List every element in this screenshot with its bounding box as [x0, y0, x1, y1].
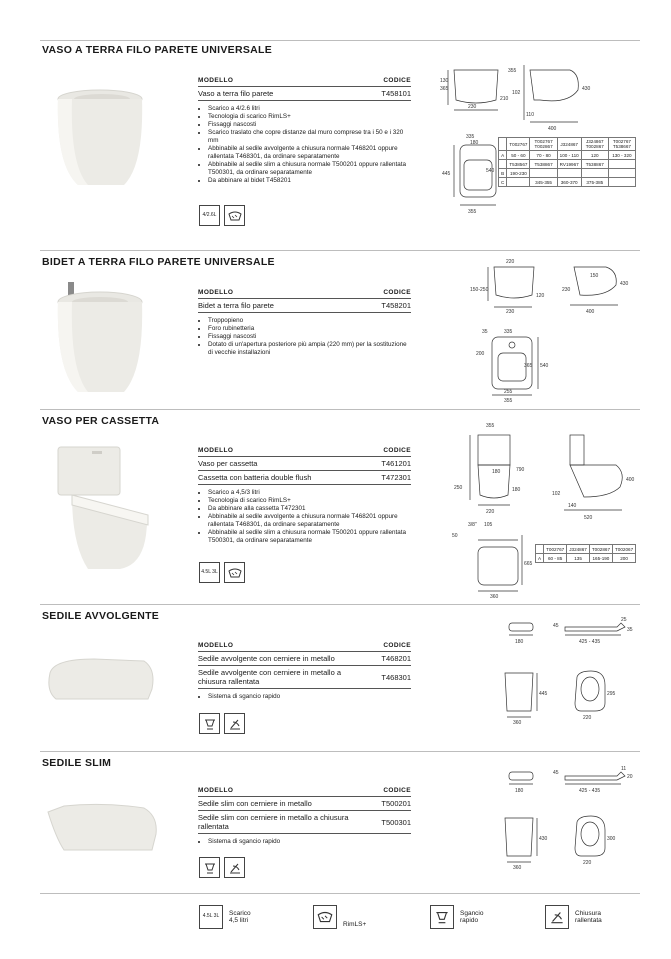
- section-divider: [40, 893, 640, 894]
- product-name: Sedile slim con cerniere in metallo a chiusura rallentata: [198, 813, 349, 831]
- dim-label: 360: [513, 865, 522, 871]
- dim-label: 180: [492, 469, 501, 475]
- quick-release-icon: [199, 713, 220, 734]
- list-item: • Scarico traslato che copre distanze dal muro comprese tra i 50 e i 320 mm: [208, 129, 411, 145]
- dim-label: 255: [504, 389, 513, 395]
- dim-label: 230: [562, 287, 571, 293]
- spec-header: [198, 642, 411, 652]
- dim-label: 400: [586, 309, 595, 315]
- dim-label: 180: [515, 639, 524, 645]
- technical-drawing-seat-slim: [495, 762, 635, 872]
- section-divider: [40, 250, 640, 251]
- feature-list: [198, 317, 411, 357]
- product-code: T458101: [381, 89, 411, 98]
- bidet-product-image: [38, 280, 158, 400]
- code-header: CODICE: [383, 447, 411, 454]
- spec-table: [198, 787, 411, 846]
- section-divider: [40, 751, 640, 752]
- dim-label: 445: [539, 691, 548, 697]
- dim-label: 220: [506, 259, 515, 265]
- dim-label: 110: [526, 112, 534, 118]
- spec-header: [198, 77, 411, 87]
- dim-label: 210: [500, 96, 509, 102]
- dim-label: 295: [607, 691, 616, 697]
- list-item: • Abbinabile al sedile slim a chiusura normale T500201 oppure rallentata T500301, da ordinare separatamente: [208, 161, 411, 177]
- feature-list: [198, 489, 411, 545]
- dim-label: 45: [553, 770, 559, 776]
- dim-label: 355: [504, 398, 513, 404]
- feature-list: [198, 105, 411, 185]
- legend-label: Sgancio rapido: [460, 910, 484, 924]
- quick-release-icon: [199, 857, 220, 878]
- list-item: • Sistema di sgancio rapido: [208, 693, 411, 701]
- section-title-vaso-cassetta: VASO PER CASSETTA: [42, 415, 160, 427]
- dim-label: 430: [620, 281, 629, 287]
- dim-label: 140: [568, 503, 577, 509]
- spec-table: [198, 642, 411, 701]
- dim-label: 25: [621, 617, 627, 623]
- rimls-icon: [224, 562, 245, 583]
- close-coupled-toilet-image: [48, 445, 158, 575]
- table-row: [198, 299, 411, 313]
- dim-label: 355: [468, 209, 477, 215]
- product-name: Bidet a terra filo parete: [198, 301, 274, 310]
- dim-label: 425 - 435: [579, 788, 601, 794]
- dim-label: 35: [482, 329, 488, 335]
- list-item: • Troppopieno: [208, 317, 411, 325]
- dim-label: 20: [627, 774, 633, 780]
- dim-label: 11: [621, 766, 627, 772]
- dim-label: 50: [452, 533, 458, 539]
- product-code: T468301: [381, 672, 411, 682]
- list-item: • Da abbinare al bidet T458201: [208, 177, 411, 185]
- dim-label: 355: [486, 423, 495, 429]
- product-name: Cassetta con batteria double flush: [198, 473, 312, 482]
- list-item: • Dotato di un'apertura posteriore più ampia (220 mm) per la sostituzione di vecchie installazioni: [208, 341, 411, 357]
- list-item: • Abbinabile al sedile slim a chiusura normale T500201 oppure rallentata T500301, da ordinare separatamente: [208, 529, 411, 545]
- list-item: • Sistema di sgancio rapido: [208, 838, 411, 846]
- dim-label: 102: [512, 90, 521, 96]
- dim-label: 102: [552, 491, 561, 497]
- dim-label: 150: [590, 273, 599, 279]
- dim-label: 425 - 435: [579, 639, 601, 645]
- dim-label: 105: [484, 522, 493, 528]
- feature-icons: [199, 857, 245, 878]
- dim-label: 400: [548, 126, 557, 132]
- quick-release-icon: [430, 905, 454, 929]
- dim-label: 400: [626, 477, 635, 483]
- dim-label: 230: [506, 309, 515, 315]
- slim-seat-image: [44, 798, 162, 858]
- spec-table: [198, 447, 411, 545]
- product-name: Vaso a terra filo parete: [198, 89, 274, 98]
- legend-item-rimls: [313, 905, 366, 929]
- product-name: Sedile slim con cerniere in metallo: [198, 799, 312, 808]
- model-header: MODELLO: [198, 787, 234, 794]
- feature-icons: [199, 713, 245, 734]
- product-code: T461201: [381, 459, 411, 468]
- dim-label: 365: [524, 363, 533, 369]
- product-code: T500201: [381, 799, 411, 808]
- table-row: [198, 471, 411, 485]
- dim-label: 220: [486, 509, 495, 515]
- table-row: [198, 666, 411, 689]
- product-name: Vaso per cassetta: [198, 459, 258, 468]
- dim-label: 355: [508, 68, 517, 74]
- dim-label: 220: [583, 715, 592, 721]
- legend-label: RimLS+: [343, 920, 367, 928]
- flush-icon: 4.5L 3L: [199, 562, 220, 583]
- code-header: CODICE: [383, 642, 411, 649]
- dim-label: 360: [513, 720, 522, 725]
- feature-icons: [199, 562, 245, 583]
- technical-drawing-bidet: [440, 255, 640, 405]
- feature-list: [198, 693, 411, 701]
- dim-label: 335: [504, 329, 513, 335]
- spec-table: [198, 289, 411, 357]
- model-header: MODELLO: [198, 447, 234, 454]
- section-title-bidet: BIDET A TERRA FILO PARETE UNIVERSALE: [42, 256, 275, 268]
- rimls-icon: [224, 205, 245, 226]
- section-title-vaso-filo-parete: VASO A TERRA FILO PARETE UNIVERSALE: [42, 44, 273, 56]
- offset-table: T002767 J324867 T002867 T002067 A 60 - 85 135 165-190 200: [535, 544, 636, 563]
- section-divider: [40, 409, 640, 410]
- dim-label: 430: [539, 836, 548, 842]
- dim-label: 445: [442, 171, 451, 177]
- product-code: T472301: [381, 473, 411, 482]
- table-row: [198, 457, 411, 471]
- list-item: • Fissaggi nascosti: [208, 333, 411, 341]
- soft-close-icon: [545, 905, 569, 929]
- dim-label: 520: [584, 515, 593, 521]
- rimls-icon: [313, 905, 337, 929]
- dim-label: 35: [627, 627, 633, 633]
- model-header: MODELLO: [198, 77, 234, 84]
- wraparound-seat-image: [44, 655, 159, 705]
- product-code: T458201: [381, 301, 411, 310]
- section-title-sedile-slim: SEDILE SLIM: [42, 757, 112, 769]
- product-name: Sedile avvolgente con cerniere in metallo: [198, 654, 335, 663]
- spec-header: [198, 787, 411, 797]
- flush-icon: 4.5L 3L: [199, 905, 223, 929]
- toilet-floor-product-image: [38, 85, 158, 195]
- offset-table: T002767 T002767 T002867 J324867 J324867 T002867 T002767 T538667 A 50 - 60 70 - 80 100 - 110 120 130 - 320 T538567 T538867 RV19967 T538867 B 190-230 C 345-355 360-370 375-385: [498, 137, 636, 187]
- dim-label: 540: [486, 168, 495, 174]
- section-divider: [40, 604, 640, 605]
- spec-header: [198, 289, 411, 299]
- code-header: CODICE: [383, 289, 411, 296]
- dim-label: 335: [466, 134, 475, 140]
- soft-close-icon: [224, 857, 245, 878]
- product-code: T468201: [381, 654, 411, 663]
- feature-list: [198, 838, 411, 846]
- table-row: [198, 797, 411, 811]
- dim-label: 365: [440, 86, 449, 92]
- spec-table: [198, 77, 411, 185]
- table-row: [198, 811, 411, 834]
- dim-label: 45: [553, 623, 559, 629]
- top-divider: [40, 40, 640, 41]
- dim-label: 120: [536, 293, 545, 299]
- section-title-sedile-avvolgente: SEDILE AVVOLGENTE: [42, 610, 160, 622]
- list-item: • Foro rubinetteria: [208, 325, 411, 333]
- dim-label: 200: [476, 351, 485, 357]
- dim-label: 220: [583, 860, 592, 866]
- legend-label: Chiusura rallentata: [575, 910, 602, 924]
- dim-label: 3/8": [468, 522, 477, 528]
- code-header: CODICE: [383, 787, 411, 794]
- legend-item-quick-release: [430, 905, 494, 929]
- model-header: MODELLO: [198, 289, 234, 296]
- dim-label: 665: [524, 561, 533, 567]
- flush-icon: 4/2.6L: [199, 205, 220, 226]
- legend-label: Scarico 4,5 litri: [229, 910, 251, 924]
- code-header: CODICE: [383, 77, 411, 84]
- list-item: • Tecnologia di scarico RimLS+: [208, 113, 411, 121]
- list-item: • Tecnologia di scarico RimLS+: [208, 497, 411, 505]
- product-code: T500301: [381, 817, 411, 827]
- dim-label: 150-250: [470, 287, 489, 293]
- dim-label: 540: [540, 363, 549, 369]
- dim-label: 180: [512, 487, 521, 493]
- list-item: • Scarico a 4/2.6 litri: [208, 105, 411, 113]
- legend-item-flush: [199, 905, 259, 929]
- dim-label: 130: [440, 78, 449, 84]
- dim-label: 300: [607, 836, 616, 842]
- technical-drawing-seat-avvolgente: [495, 615, 635, 725]
- technical-drawing-cassetta: [440, 415, 640, 600]
- list-item: • Fissaggi nascosti: [208, 121, 411, 129]
- list-item: • Da abbinare alla cassetta T472301: [208, 505, 411, 513]
- dim-label: 180: [515, 788, 524, 794]
- table-row: [198, 652, 411, 666]
- dim-label: 230: [468, 104, 477, 110]
- legend-item-soft-close: [545, 905, 615, 929]
- product-name: Sedile avvolgente con cerniere in metallo a chiusura rallentata: [198, 668, 342, 686]
- dim-label: 360: [490, 594, 499, 600]
- model-header: MODELLO: [198, 642, 234, 649]
- spec-header: [198, 447, 411, 457]
- table-row: [198, 87, 411, 101]
- list-item: • Scarico a 4,5/3 litri: [208, 489, 411, 497]
- dim-label: 180: [470, 140, 479, 146]
- list-item: • Abbinabile al sedile avvolgente a chiusura normale T468201 oppure rallentata T468301, da ordinare separatamente: [208, 513, 411, 529]
- dim-label: 430: [582, 86, 591, 92]
- dim-label: 790: [516, 467, 525, 473]
- dim-label: 250: [454, 485, 463, 491]
- feature-icons: [199, 205, 245, 226]
- list-item: • Abbinabile al sedile avvolgente a chiusura normale T468201 oppure rallentata T468301, da ordinare separatamente: [208, 145, 411, 161]
- soft-close-icon: [224, 713, 245, 734]
